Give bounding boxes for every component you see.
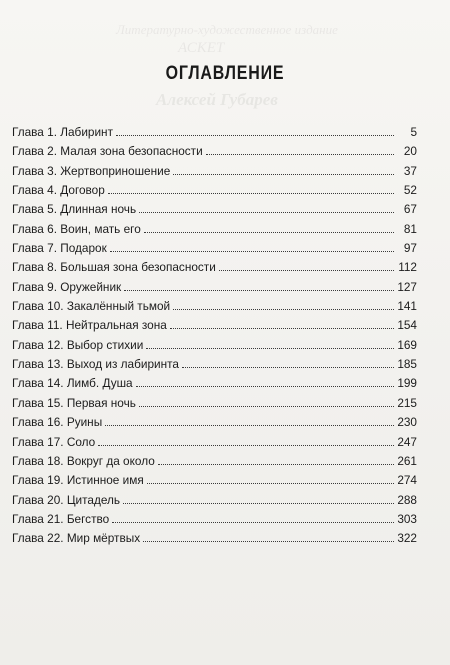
dot-leader [182,367,394,368]
dot-leader [206,154,394,155]
dot-leader [147,483,394,484]
chapter-title: Глава 21. Бегство [12,511,110,526]
toc-entry [12,510,417,529]
chapter-title: Глава 4. Договор [12,183,105,198]
show-through-text: Литературно-художественное издание [116,22,338,37]
chapter-title: Глава 11. Нейтральная зона [12,318,167,333]
toc-entry [12,529,417,548]
chapter-title: Глава 9. Оружейник [12,279,122,294]
dot-leader [170,328,394,329]
toc-entry [12,220,417,239]
chapter-title: Глава 5. Длинная ночь [12,202,137,217]
dot-leader [144,232,394,233]
toc-entry [12,278,417,297]
toc-entry [12,316,417,335]
dot-leader [110,251,394,252]
dot-leader [98,445,394,446]
dot-leader [116,135,394,136]
toc-entry [12,142,417,161]
chapter-title: Глава 1. Лабиринт [12,125,113,139]
chapter-title: Глава 18. Вокруг да около [12,453,155,468]
dot-leader [173,174,394,175]
dot-leader [108,193,394,194]
chapter-title: Глава 12. Выбор стихии [12,337,144,352]
toc-entry [12,471,417,490]
toc-entry [12,181,417,200]
dot-leader [124,290,394,291]
dot-leader [105,425,394,426]
toc-entry [12,394,417,413]
page-number: 185 [397,357,417,372]
dot-leader [139,212,394,213]
chapter-title: Глава 8. Большая зона безопасности [12,260,216,275]
dot-leader [173,309,394,310]
toc-entry [12,452,417,471]
page-number: 169 [397,337,417,352]
dot-leader [136,386,394,387]
toc-entry [12,258,417,277]
chapter-title: Глава 7. Подарок [12,241,107,256]
page-number: 247 [397,434,417,449]
chapter-title: Глава 10. Закалённый тьмой [12,299,171,314]
page-number: 230 [397,415,417,430]
page-number: 20 [403,144,417,159]
page-number: 52 [403,183,417,198]
chapter-title: Глава 3. Жертвоприношение [12,163,171,178]
table-of-contents [12,123,417,549]
dot-leader [158,464,394,465]
dot-leader [139,406,394,407]
page-number: 199 [397,376,417,391]
toc-entry [12,374,417,393]
chapter-title: Глава 13. Выход из лабиринта [12,357,179,372]
toc-entry [12,355,417,374]
toc-entry [12,200,417,219]
show-through-text: АСКЕТ [178,40,225,56]
chapter-title: Глава 15. Первая ночь [12,395,136,410]
page-number: 154 [397,318,417,333]
toc-entry [12,433,417,452]
page-number: 5 [410,125,417,139]
page-number: 67 [403,202,417,217]
chapter-title: Глава 20. Цитадель [12,492,121,507]
page-number: 322 [397,531,417,546]
page-number: 215 [397,395,417,410]
chapter-title: Глава 14. Лимб. Душа [12,376,133,391]
toc-entry [12,413,417,432]
dot-leader [112,522,394,523]
toc-entry [12,239,417,258]
toc-entry [12,336,417,355]
toc-entry [12,297,417,316]
chapter-title: Глава 22. Мир мёртвых [12,531,141,546]
page-number: 127 [397,279,417,294]
page-number: 97 [403,241,417,256]
page-number: 288 [397,492,417,507]
dot-leader [143,541,394,542]
chapter-title: Глава 19. Истинное имя [12,473,144,488]
dot-leader [146,348,394,349]
toc-entry [12,491,417,510]
dot-leader [219,270,394,271]
page-number: 274 [397,473,417,488]
page-number: 81 [403,221,417,236]
page-number: 112 [398,260,417,275]
page-number: 303 [397,511,417,526]
page-title: ОГЛАВЛЕНИЕ [165,62,285,84]
dot-leader [123,503,394,504]
page-number: 141 [397,299,417,314]
chapter-title: Глава 6. Воин, мать его [12,221,141,236]
chapter-title: Глава 2. Малая зона безопасности [12,144,203,159]
page-number: 261 [397,453,417,468]
chapter-title: Глава 17. Соло [12,434,96,449]
toc-entry [12,162,417,181]
chapter-title: Глава 16. Руины [12,415,103,430]
page-number: 37 [403,163,417,178]
show-through-text: Алексей Губарев [156,90,278,109]
toc-entry [12,123,417,142]
